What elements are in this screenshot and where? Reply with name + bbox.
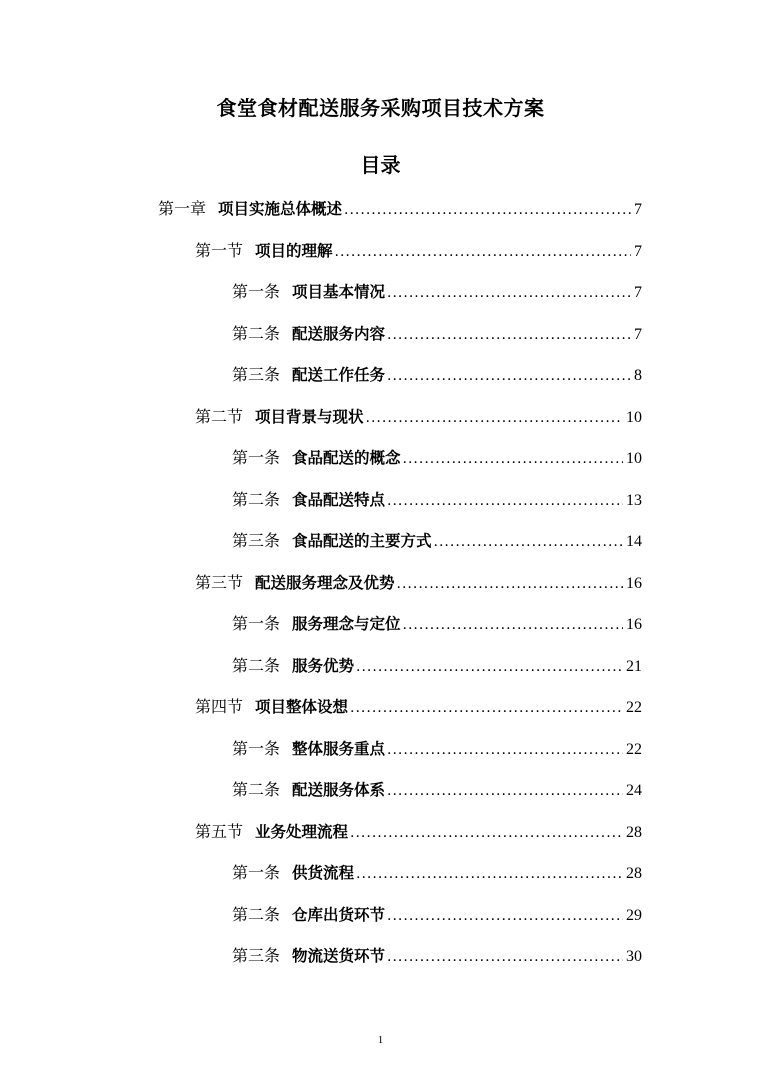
toc-entry-title: 业务处理流程 xyxy=(255,822,349,841)
toc-entry[interactable] xyxy=(158,196,642,222)
toc-entry-page: 7 xyxy=(634,242,642,260)
toc-dot-leader xyxy=(356,861,623,887)
toc-dot-leader xyxy=(403,446,623,472)
toc-entry-page: 21 xyxy=(626,657,642,675)
toc-entry-label: 第二条 xyxy=(232,323,281,343)
toc-entry-page: 22 xyxy=(626,740,642,758)
toc-dot-leader xyxy=(350,820,623,846)
toc-entry-label: 第二条 xyxy=(232,904,281,924)
toc-entry-title: 项目基本情况 xyxy=(292,283,386,301)
toc-entry[interactable] xyxy=(232,943,642,969)
toc-entry-title: 供货流程 xyxy=(292,864,355,882)
toc-entry[interactable] xyxy=(232,445,642,471)
toc-entry-title: 食品配送的主要方式 xyxy=(292,532,432,550)
toc-entry-label: 第一章 xyxy=(158,199,207,218)
page-number: 1 xyxy=(377,1034,384,1046)
toc-entry[interactable] xyxy=(232,362,642,388)
toc-entry-title: 整体服务重点 xyxy=(292,739,386,758)
toc-entry-page: 8 xyxy=(634,367,642,384)
toc-entry-page: 10 xyxy=(626,408,642,426)
toc-entry-page: 7 xyxy=(634,325,642,343)
toc-entry-label: 第一节 xyxy=(195,240,244,260)
toc-dot-leader xyxy=(387,737,623,763)
toc-entry-page: 24 xyxy=(626,782,642,799)
toc-dot-leader xyxy=(387,363,631,389)
toc-entry[interactable] xyxy=(232,777,642,803)
toc-entry-title: 项目的理解 xyxy=(255,241,333,260)
toc-entry-label: 第一条 xyxy=(232,738,281,758)
toc-entry-title: 食品配送特点 xyxy=(292,490,386,509)
toc-entry-title: 仓库出货环节 xyxy=(292,905,386,924)
toc-entry[interactable] xyxy=(232,279,642,305)
toc-entry-page: 30 xyxy=(626,948,642,965)
toc-entry-label: 第一条 xyxy=(232,448,281,467)
toc-entry[interactable] xyxy=(195,238,642,264)
toc-entry-label: 第三条 xyxy=(232,531,281,550)
toc-dot-leader xyxy=(387,903,623,929)
toc-entry-page: 16 xyxy=(626,616,642,633)
toc-entry[interactable] xyxy=(232,528,642,554)
toc-entry-page: 10 xyxy=(626,450,642,467)
toc-entry-label: 第二条 xyxy=(232,780,281,799)
toc-entry-page: 13 xyxy=(626,491,642,509)
toc-dot-leader xyxy=(366,405,623,431)
toc-entry-page: 7 xyxy=(634,284,642,301)
toc-entry[interactable] xyxy=(232,487,642,513)
toc-entry-page: 16 xyxy=(626,574,642,592)
toc-entry-title: 项目实施总体概述 xyxy=(218,200,343,218)
toc-dot-leader xyxy=(387,280,631,306)
toc-dot-leader xyxy=(397,571,623,597)
toc-dot-leader xyxy=(350,695,623,721)
toc-entry-label: 第五节 xyxy=(195,821,244,841)
toc-dot-leader xyxy=(356,654,623,680)
toc-entry-title: 配送工作任务 xyxy=(292,366,386,384)
toc-entry[interactable] xyxy=(232,653,642,679)
toc-entry-page: 14 xyxy=(626,533,642,550)
toc-entry-page: 28 xyxy=(626,865,642,882)
toc-entry-label: 第一条 xyxy=(232,614,281,633)
toc-entry-title: 食品配送的概念 xyxy=(292,449,401,467)
toc-entry-page: 29 xyxy=(626,906,642,924)
toc-entry-page: 28 xyxy=(626,823,642,841)
toc-entry-title: 服务优势 xyxy=(292,656,355,675)
toc-entry-label: 第一条 xyxy=(232,863,281,882)
document-title: 食堂食材配送服务采购项目技术方案 xyxy=(216,96,545,120)
toc-entry-title: 配送服务内容 xyxy=(292,324,386,343)
toc-entry[interactable] xyxy=(232,321,642,347)
toc-entry-label: 第三条 xyxy=(232,365,281,384)
toc-entry-title: 配送服务理念及优势 xyxy=(255,573,395,592)
toc-entry-title: 项目整体设想 xyxy=(255,698,349,716)
toc-entry[interactable] xyxy=(232,902,642,928)
toc-dot-leader xyxy=(335,239,631,265)
toc-entry-label: 第一条 xyxy=(232,282,281,301)
toc-dot-leader xyxy=(387,944,623,970)
toc-entry[interactable] xyxy=(195,694,642,720)
toc-heading: 目录 xyxy=(360,153,401,177)
toc-entry-page: 22 xyxy=(626,699,642,716)
toc-entry[interactable] xyxy=(232,860,642,886)
toc-entry-label: 第三节 xyxy=(195,572,244,592)
toc-entry-title: 项目背景与现状 xyxy=(255,407,364,426)
toc-entry-label: 第二条 xyxy=(232,655,281,675)
toc-entry-label: 第二条 xyxy=(232,489,281,509)
toc-entry-label: 第三条 xyxy=(232,946,281,965)
toc-entry-title: 服务理念与定位 xyxy=(292,615,401,633)
toc-entry-label: 第二节 xyxy=(195,406,244,426)
toc-entry[interactable] xyxy=(232,736,642,762)
toc-dot-leader xyxy=(387,322,631,348)
toc-dot-leader xyxy=(403,612,623,638)
toc-dot-leader xyxy=(387,488,623,514)
toc-entry[interactable] xyxy=(195,819,642,845)
toc-entry[interactable] xyxy=(195,404,642,430)
toc-entry-title: 配送服务体系 xyxy=(292,781,386,799)
toc-dot-leader xyxy=(387,778,623,804)
toc-dot-leader xyxy=(434,529,623,555)
toc-entry[interactable] xyxy=(232,611,642,637)
toc-entry-label: 第四节 xyxy=(195,697,244,716)
toc-dot-leader xyxy=(344,197,631,223)
toc-entry-page: 7 xyxy=(634,201,642,218)
toc-entry[interactable] xyxy=(195,570,642,596)
toc-entry-title: 物流送货环节 xyxy=(292,947,386,965)
